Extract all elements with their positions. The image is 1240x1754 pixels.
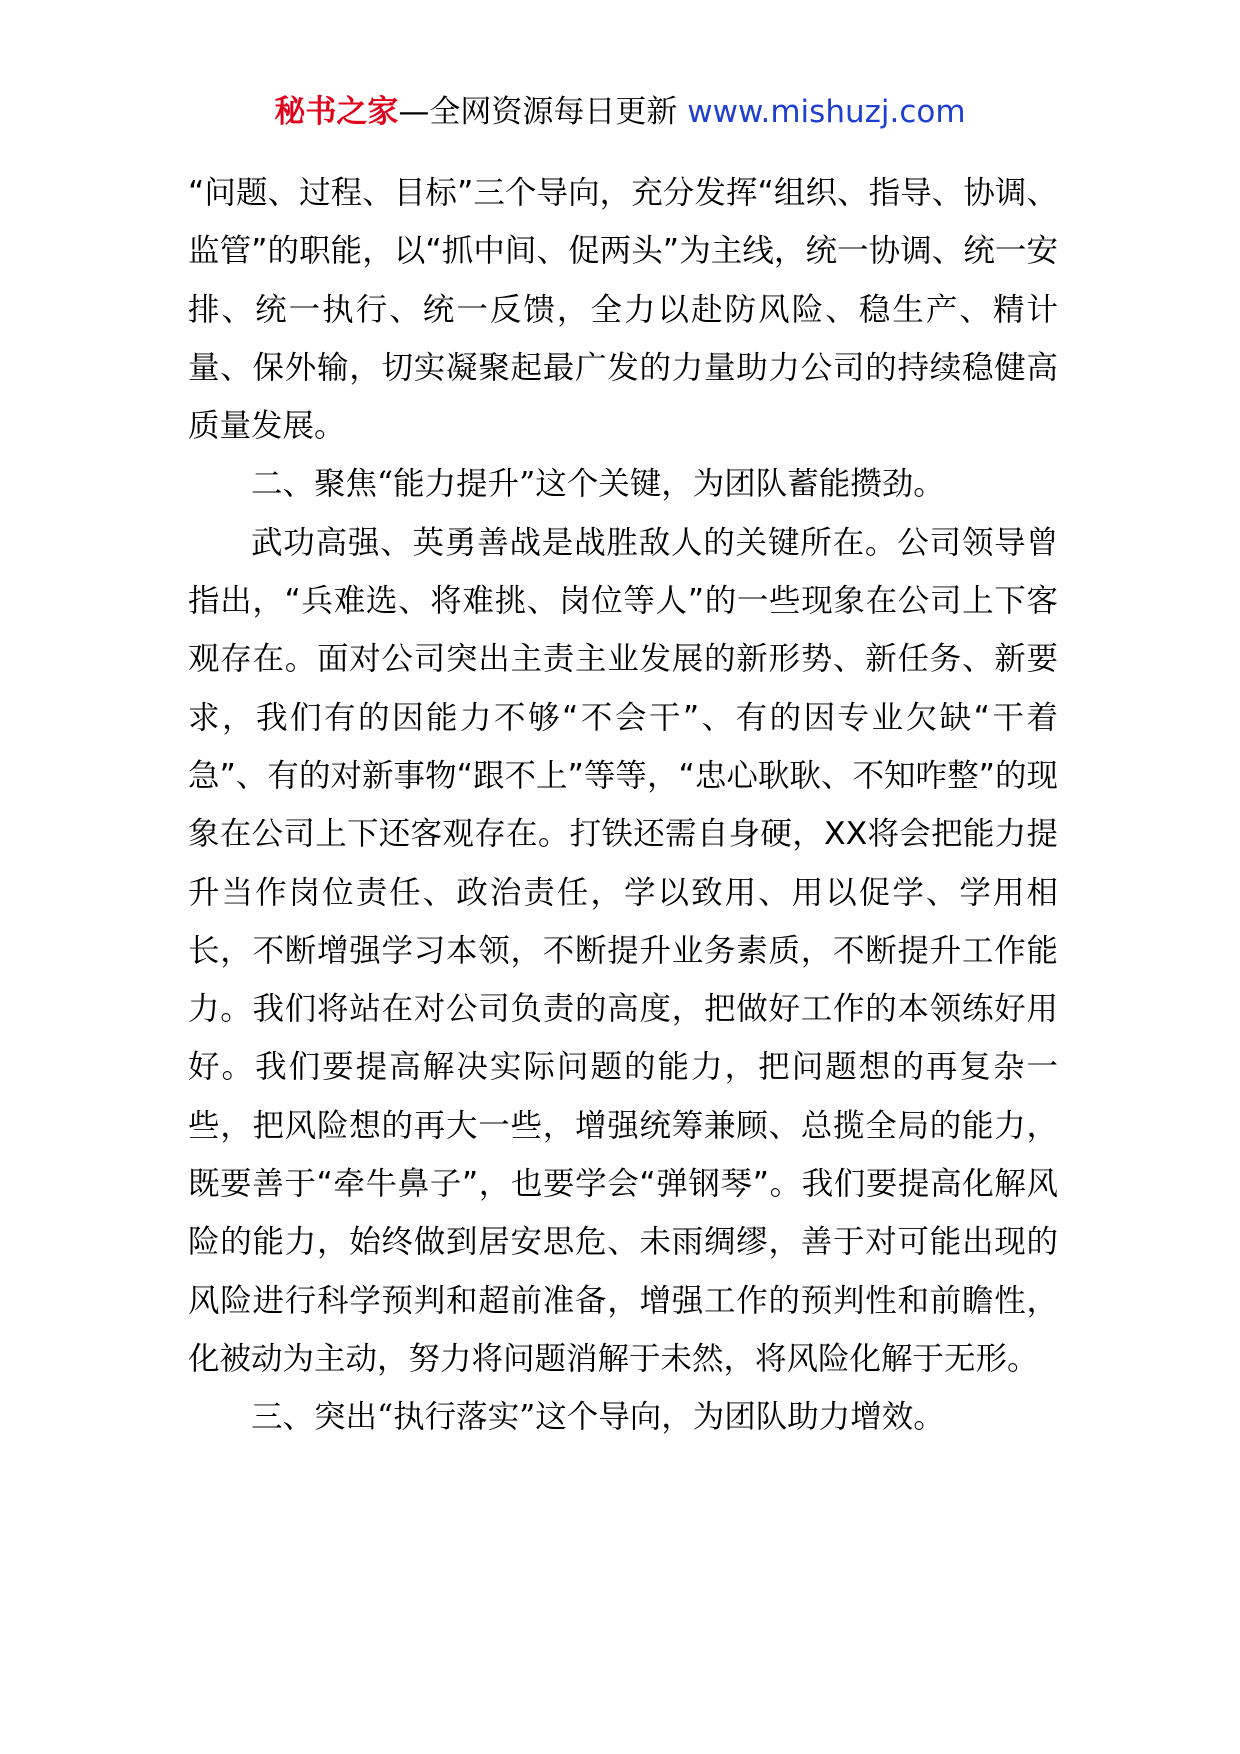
section-heading-3: 三、突出“执行落实”这个导向，为团队助力增效。 (251, 1399, 945, 1436)
website-link[interactable]: www.mishuzj.com (687, 94, 966, 130)
paragraph-continued: “问题、过程、目标”三个导向，充分发挥“组织、指导、协调、监管”的职能，以“抓中间、促两头”为主线，统一协调、统一安排、统一执行、统一反馈，全力以赴防风险、稳生产、精计量、保外输，切实凝聚起最广发的力量助力公司的持续稳健高质量发展。 (188, 175, 1058, 445)
brand-name: 秘书之家 (274, 94, 399, 130)
header-slogan: —全网资源每日更新 (398, 94, 688, 130)
document-body (188, 164, 1058, 1447)
section-heading-2: 二、聚焦“能力提升”这个关键，为团队蓄能攒劲。 (251, 466, 945, 503)
page-header (0, 92, 1240, 132)
paragraph-body: 武功高强、英勇善战是战胜敌人的关键所在。公司领导曾指出，“兵难选、将难挑、岗位等人”的一些现象在公司上下客观存在。面对公司突出主责主业发展的新形势、新任务、新要求，我们有的因能力不够“不会干”、有的因专业欠缺“干着急”、有的对新事物“跟不上”等等，“忠心耿耿、不知咋整”的现象在公司上下还客观存在。打铁还需自身硬，XX将会把能力提升当作岗位责任、政治责任，学以致用、用以促学、学用相长，不断增强学习本领，不断提升业务素质，不断提升工作能力。我们将站在对公司负责的高度，把做好工作的本领练好用好。我们要提高解决实际问题的能力，把问题想的再复杂一些，把风险想的再大一些，增强统筹兼顾、总揽全局的能力，既要善于“牵牛鼻子”，也要学会“弹钢琴”。我们要提高化解风险的能力，始终做到居安思危、未雨绸缪，善于对可能出现的风险进行科学预判和超前准备，增强工作的预判性和前瞻性，化被动为主动，努力将问题消解于未然，将风险化解于无形。 (188, 524, 1058, 1377)
